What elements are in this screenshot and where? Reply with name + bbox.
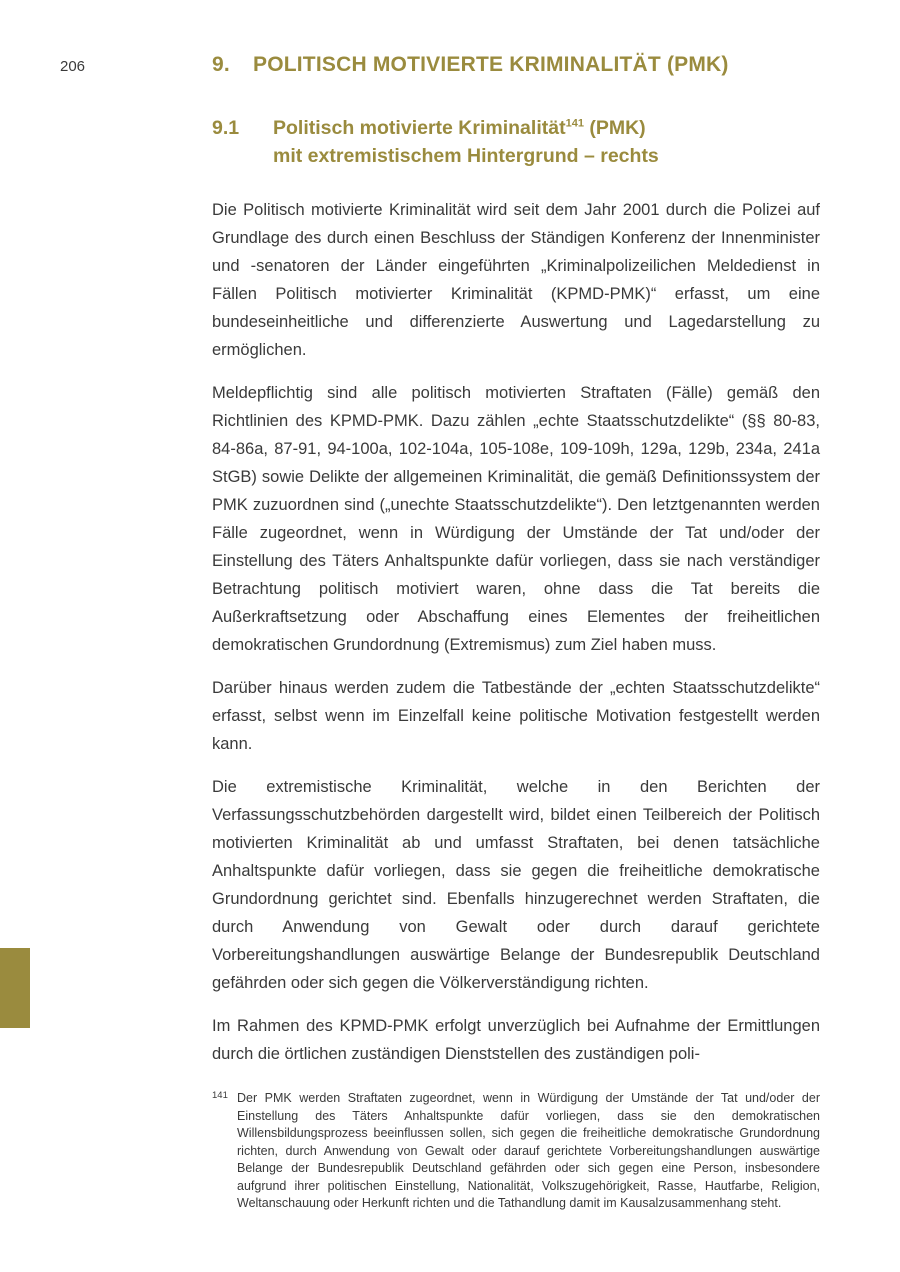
footnote <box>212 1090 820 1213</box>
section-title <box>273 114 659 170</box>
footnote-text: Der PMK werden Straftaten zugeordnet, wenn in Würdigung der Umstände der Tat und/oder der Einstellung des Täters Anhaltspunkte dafür vorliegen, dass sie den demokratischen Willensbildungsprozess beeinflussen sollen, sich gegen die freiheitliche demokratische Grundordnung richten, durch Anwendung von Gewalt oder darauf gerichtete Vorbereitungshandlungen auswärtige Belange der Bundesrepublik Deutschland gefährden oder sich gegen eine Person, insbesondere aufgrund ihrer politischen Einstellung, Nationalität, Volkszugehörigkeit, Rasse, Hautfarbe, Religion, Weltanschauung oder Herkunft richten und die Tathandlung damit im Kausalzusammenhang steht. <box>237 1091 820 1210</box>
body-paragraph: Die Politisch motivierte Kriminalität wird seit dem Jahr 2001 durch die Polizei auf Grundlage des durch einen Beschluss der Ständigen Konferenz der Innenminister und -senatoren der Länder eingeführten „Kriminalpolizeilichen Meldedienst in Fällen Politisch motivierter Kriminalität (KPMD-PMK)“ erfasst, um eine bundeseinheitliche und differenzierte Auswertung und Lagedarstellung zu ermöglichen. <box>212 201 820 359</box>
footnote-reference: 141 <box>565 117 584 130</box>
chapter-title: POLITISCH MOTIVIERTE KRIMINALITÄT (PMK) <box>253 53 729 76</box>
chapter-edge-marker <box>0 948 30 1028</box>
section-title-main: Politisch motivierte Kriminalität <box>273 117 566 139</box>
page-number: 206 <box>60 58 86 75</box>
page-content <box>212 52 820 1213</box>
section-heading <box>212 114 820 170</box>
body-paragraph: Darüber hinaus werden zudem die Tatbestände der „echten Staatsschutzdelikte“ erfasst, selbst wenn im Einzelfall keine politische Motivation festgestellt werden kann. <box>212 679 820 753</box>
section-title-line2: mit extremistischem Hintergrund – rechts <box>273 145 659 167</box>
body-paragraph: Meldepflichtig sind alle politisch motivierten Straftaten (Fälle) gemäß den Richtlinien des KPMD-PMK. Dazu zählen „echte Staatsschutzdelikte“ (§§ 80-83, 84-86a, 87-91, 94-100a, 102-104a, 105-108e, 109-109h, 129a, 129b, 234a, 241a StGB) sowie Delikte der allgemeinen Kriminalität, die gemäß Definitionssystem der PMK zuzuordnen sind („unechte Staatsschutzdelikte“). Den letztgenannten werden Fälle zugeordnet, wenn in Würdigung der Umstände der Tat und/oder der Einstellung des Täters Anhaltspunkte dafür vorliegen, dass sie nach verständiger Betrachtung politisch motiviert waren, ohne dass die Tat bereits die Außerkraftsetzung oder Abschaffung eines Elementes der freiheitlichen demokratischen Grundordnung (Extremismus) zum Ziel haben muss. <box>212 384 820 654</box>
section-title-tail: (PMK) <box>583 117 646 139</box>
chapter-heading <box>212 52 820 78</box>
chapter-number: 9. <box>212 53 230 76</box>
body-paragraph: Die extremistische Kriminalität, welche in den Berichten der Verfassungsschutzbehörden dargestellt wird, bildet einen Teilbereich der Politisch motivierten Kriminalität ab und umfasst Straftaten, bei denen tatsächliche Anhaltspunkte dafür vorliegen, dass sie gegen die freiheitliche demokratische Grundordnung gerichtet sind. Ebenfalls hinzugerechnet werden Straftaten, die durch Anwendung von Gewalt oder durch darauf gerichtete Vorbereitungshandlungen auswärtige Belange der Bundesrepublik Deutschland gefährden oder sich gegen die Völkerverständigung richten. <box>212 778 820 992</box>
footnote-marker: 141 <box>212 1090 228 1101</box>
section-number: 9.1 <box>212 117 240 139</box>
body-paragraph: Im Rahmen des KPMD-PMK erfolgt unverzüglich bei Aufnahme der Ermittlungen durch die örtlichen zuständigen Dienststellen des zuständigen poli- <box>212 1017 820 1063</box>
